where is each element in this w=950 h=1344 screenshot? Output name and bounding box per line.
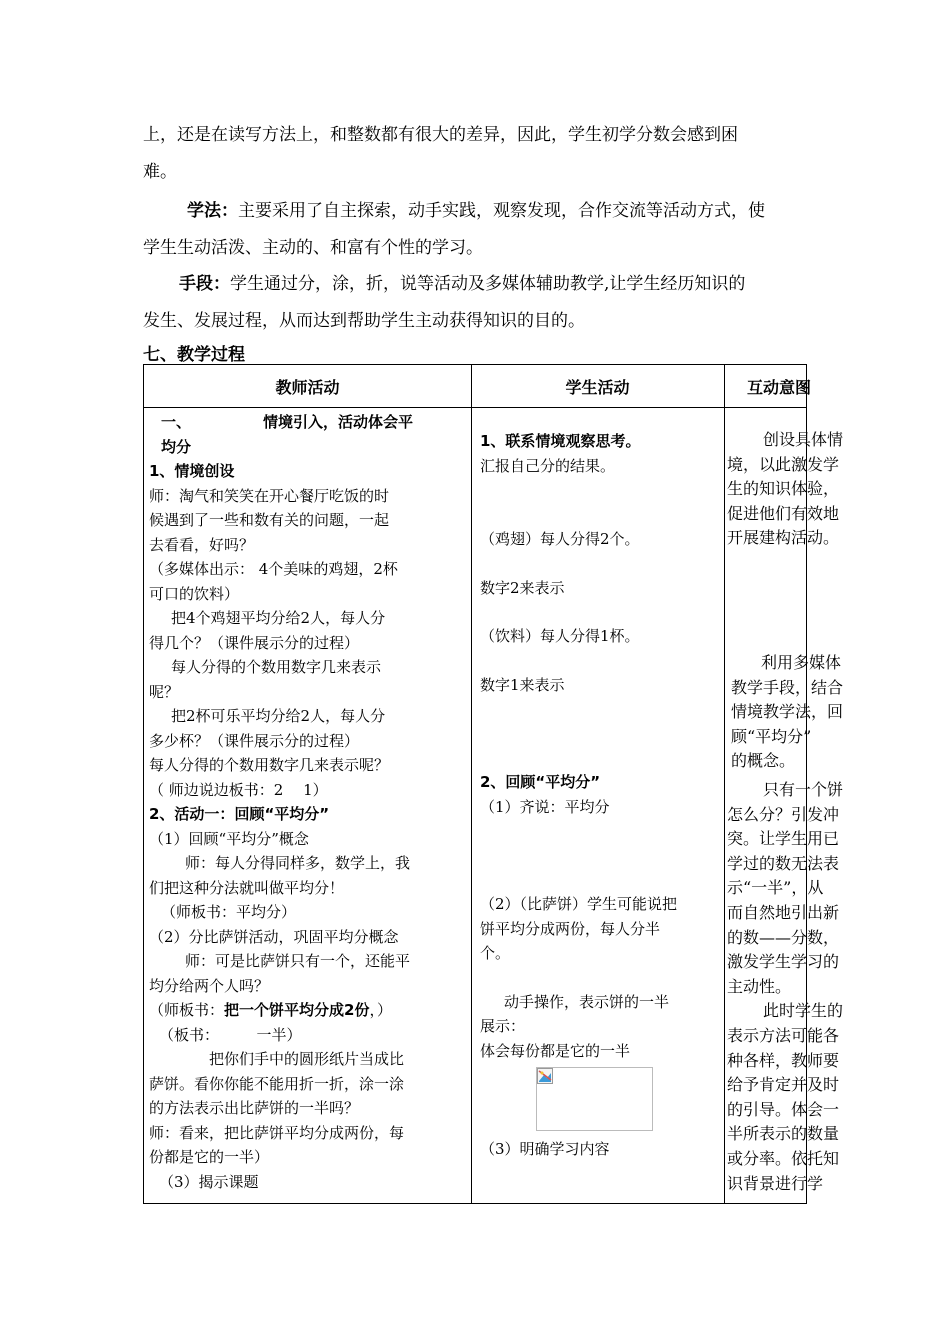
student-line: （饮料）每人分得1杯。 <box>480 627 640 645</box>
student-line: 饼平均分成两份，每人分半 <box>480 919 661 938</box>
intent-block-3 <box>727 778 862 1196</box>
intent-line: 顾“平均分” <box>731 726 812 746</box>
intent-line: 开展建构活动。 <box>727 528 840 548</box>
intent-line: 教学手段，结合 <box>731 677 844 697</box>
student-line: （3）明确学习内容 <box>480 1140 610 1158</box>
intent-line: 示“一半”，从 <box>727 878 824 898</box>
student-subheading-2: 2、回顾“平均分” <box>480 773 601 791</box>
teacher-line: （多媒体出示： 4个美味的鸡翅，2杯 <box>149 560 398 578</box>
teacher-line: 萨饼。看你你能不能用折一折，涂一涂 <box>149 1074 405 1093</box>
teacher-line: 们把这种分法就叫做平均分！ <box>149 878 345 897</box>
intro-line-1: 上，还是在读写方法上，和整数都有很大的差异，因此，学生初学分数会感到困 <box>143 125 738 145</box>
broken-image-icon <box>537 1068 553 1084</box>
intent-line: 给予肯定并及时 <box>727 1075 840 1095</box>
intent-line: 激发学生学习的 <box>727 952 840 972</box>
teacher-line: 把你们手中的圆形纸片当成比 <box>209 1050 405 1068</box>
header-divider <box>144 407 806 408</box>
student-activity-cell <box>480 429 720 1162</box>
shouduan-text-1: 学生通过分，涂，折，说等活动及多媒体辅助教学,让学生经历知识的 <box>230 274 746 294</box>
student-line: （1）齐说：平均分 <box>480 797 610 816</box>
intent-line: 情境教学法，回 <box>731 702 844 722</box>
teacher-line: （2）分比萨饼活动，巩固平均分概念 <box>149 927 399 946</box>
teacher-line: 得几个？（课件展示分的过程） <box>149 633 360 652</box>
teacher-line: （3）揭示课题 <box>159 1172 259 1191</box>
intent-line: 或分率。依托知 <box>727 1148 840 1168</box>
teacher-subheading-activity-1: 2、活动一：回顾“平均分” <box>149 805 330 823</box>
xuefa-text-2: 学生生动活泼、主动的、和富有个性的学习。 <box>143 238 483 258</box>
teacher-activity-cell <box>149 410 467 1194</box>
shouduan-paragraph-line-1 <box>143 266 813 302</box>
shouduan-text-2: 发生、发展过程，从而达到帮助学生主动获得知识的目的。 <box>143 311 585 331</box>
teacher-line: 呢？ <box>149 682 180 701</box>
intent-line: 种各样，教师要 <box>727 1050 840 1070</box>
column-divider-2 <box>724 365 725 1203</box>
student-line: 数字2来表示 <box>480 578 565 597</box>
header-student-activity: 学生活动 <box>565 378 630 397</box>
intent-line: 识背景进行学 <box>727 1173 824 1193</box>
intent-line: 半所表示的数量 <box>727 1124 840 1144</box>
intent-line: 创设具体情 <box>763 430 844 449</box>
teacher-line: 可口的饮料） <box>149 584 240 603</box>
intent-line: 的概念。 <box>731 751 796 771</box>
column-divider-1 <box>471 365 472 1203</box>
student-line: 汇报自己分的结果。 <box>480 456 616 475</box>
student-line: 动手操作，表示饼的一半 <box>504 992 670 1011</box>
teacher-line: 的方法表示出比萨饼的一半吗？ <box>149 1099 360 1117</box>
teacher-line: 份都是它的一半） <box>149 1148 270 1166</box>
teacher-line: 把2杯可乐平均分给2人，每人分 <box>171 707 386 725</box>
student-line: 体会每份都是它的一半 <box>480 1041 631 1060</box>
teaching-process-table <box>143 364 811 1204</box>
teacher-line: （师板书：平均分） <box>161 903 297 921</box>
teacher-section-1-title-cont: 均分 <box>161 437 192 456</box>
intent-line: 主动性。 <box>727 976 792 996</box>
shouduan-label: 手段： <box>179 274 230 294</box>
teacher-line: 去看看，好吗？ <box>149 535 255 554</box>
intent-line: 表示方法可能各 <box>727 1025 840 1045</box>
teacher-section-1-title: 一、 情境引入，活动体会平 <box>161 413 414 431</box>
teacher-line: 每人分得的个数用数字几来表示呢？ <box>149 756 390 774</box>
xuefa-paragraph-line-1 <box>143 193 813 229</box>
broken-image-placeholder <box>536 1067 653 1131</box>
section-heading: 七、教学过程 <box>143 345 245 365</box>
teacher-line: 每人分得的个数用数字几来表示 <box>171 658 382 676</box>
teacher-line-board: （师板书：把一个饼平均分成2份，） <box>149 1001 392 1019</box>
intent-line: 学过的数无法表 <box>727 853 840 873</box>
student-line: 数字1来表示 <box>480 675 565 694</box>
header-teacher-activity: 教师活动 <box>275 378 340 397</box>
intent-line: 利用多媒体 <box>761 653 842 672</box>
intent-line: 的数——分数， <box>727 927 840 947</box>
intent-line: 而自然地引出新 <box>727 902 840 922</box>
intent-block-1 <box>727 428 862 551</box>
intent-line: 的引导。体会一 <box>727 1099 840 1119</box>
teacher-line: 师：可是比萨饼只有一个，还能平 <box>185 952 411 970</box>
intro-line-2: 难。 <box>143 162 177 182</box>
student-line: （鸡翅）每人分得2个。 <box>480 530 640 548</box>
teacher-line: （板书： 一半） <box>159 1025 302 1044</box>
teacher-line: 候遇到了一些和数有关的问题，一起 <box>149 511 390 529</box>
student-line: 个。 <box>480 944 511 962</box>
intent-line: 怎么分？引发冲 <box>727 804 840 824</box>
intent-line: 生的知识体验， <box>727 479 840 499</box>
intent-line: 促进他们有效地 <box>727 503 840 523</box>
xuefa-text-1: 主要采用了自主探索，动手实践，观察发现，合作交流等活动方式，使 <box>238 201 765 221</box>
student-subheading-1: 1、联系情境观察思考。 <box>480 432 641 450</box>
teacher-subheading-situation: 1、情境创设 <box>149 462 235 480</box>
intent-line: 境，以此激发学 <box>727 454 840 474</box>
student-line: 展示： <box>480 1017 526 1035</box>
intent-line: 突。让学生用已 <box>727 829 840 849</box>
teacher-line: 师：每人分得同样多，数学上，我 <box>185 854 411 872</box>
intent-block-2 <box>731 651 866 774</box>
teacher-line: 均分给两个人吗？ <box>149 976 270 995</box>
teacher-line: 师：淘气和笑笑在开心餐厅吃饭的时 <box>149 486 390 505</box>
xuefa-label: 学法： <box>187 201 238 221</box>
teacher-line: （1）回顾“平均分”概念 <box>149 829 309 848</box>
student-line: （2）（比萨饼）学生可能说把 <box>480 895 678 913</box>
intent-line: 此时学生的 <box>763 1001 844 1021</box>
intent-line: 只有一个饼 <box>763 780 844 799</box>
teacher-line: （ 师边说边板书：2 1） <box>149 780 328 799</box>
teacher-line: 师：看来，把比萨饼平均分成两份，每 <box>149 1123 405 1142</box>
teacher-line: 把4个鸡翅平均分给2人，每人分 <box>171 609 386 627</box>
header-interaction-intent: 互动意图 <box>746 378 811 397</box>
teacher-line: 多少杯？（课件展示分的过程） <box>149 731 360 750</box>
